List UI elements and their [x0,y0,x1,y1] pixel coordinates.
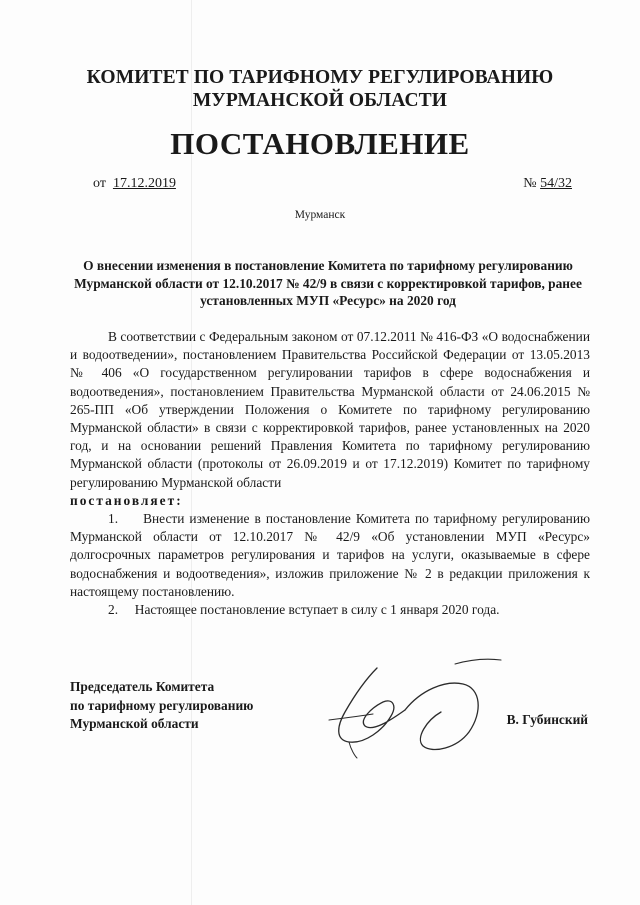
document-number [523,175,572,193]
organization-name-line2: МУРМАНСКОЙ ОБЛАСТИ [192,90,448,111]
item-2: 2. Настоящее постановление вступает в силу с 1 января 2020 года. [108,602,500,618]
document-body [70,328,590,619]
preamble-paragraph: В соответствии с Федеральным законом от 07.12.2011 № 416-ФЗ «О водоснабжении и водоотведении», постановлением Правительства Российской Федерации от 13.05.2013 № 406 «О государственном регулировании тарифов в сфере водоснабжения и водоотведения», постановлением Правительства Мурманской области от 24.06.2015 № 265-ПП «Об утверждении Положения о Комитете по тарифному регулированию Мурманской области» в связи с корректировкой тарифов, ранее установленных на 2020 год, и на основании решений Правления Комитета по тарифному регулированию Мурманской области (протоколы от 26.09.2019 и от 17.12.2019) Комитет по тарифному регулированию Мурманской области [70,329,590,490]
organization-name-line1: КОМИТЕТ ПО ТАРИФНОМУ РЕГУЛИРОВАНИЮ [86,67,554,88]
signatory-name: В. Губинский [506,712,588,727]
signatory-position [70,678,300,734]
document-type: ПОСТАНОВЛЕНИЕ [170,126,470,161]
number-prefix: № [523,176,537,191]
resolves-word: постановляет: [70,492,183,508]
number-value: 54/32 [540,176,572,191]
handwritten-signature [305,650,505,760]
item-1: 1. Внести изменение в постановление Комитета по тарифному регулированию Мурманской области от 12.10.2017 № 42/9 «Об установлении МУП «Ресурс» долгосрочных параметров регулирования и тарифов на услуги, оказываемые в сфере водоснабжения и водоотведения», изложив приложение № 2 в редакции приложения к настоящему постановлению. [70,511,590,599]
position-line2: по тарифному регулированию [70,697,254,713]
date-value: 17.12.2019 [112,176,176,191]
document-date [93,175,176,193]
city: Мурманск [294,209,346,221]
date-prefix: от [93,176,106,191]
position-line1: Председатель Комитета [70,679,215,694]
position-line3: Мурманской области [70,716,199,731]
document-title: О внесении изменения в постановление Комитета по тарифному регулированию Мурманской области от 12.10.2017 № 42/9 в связи с корректировкой тарифов, ранее установленных МУП «Ресурс» на 2020 год [74,258,582,308]
